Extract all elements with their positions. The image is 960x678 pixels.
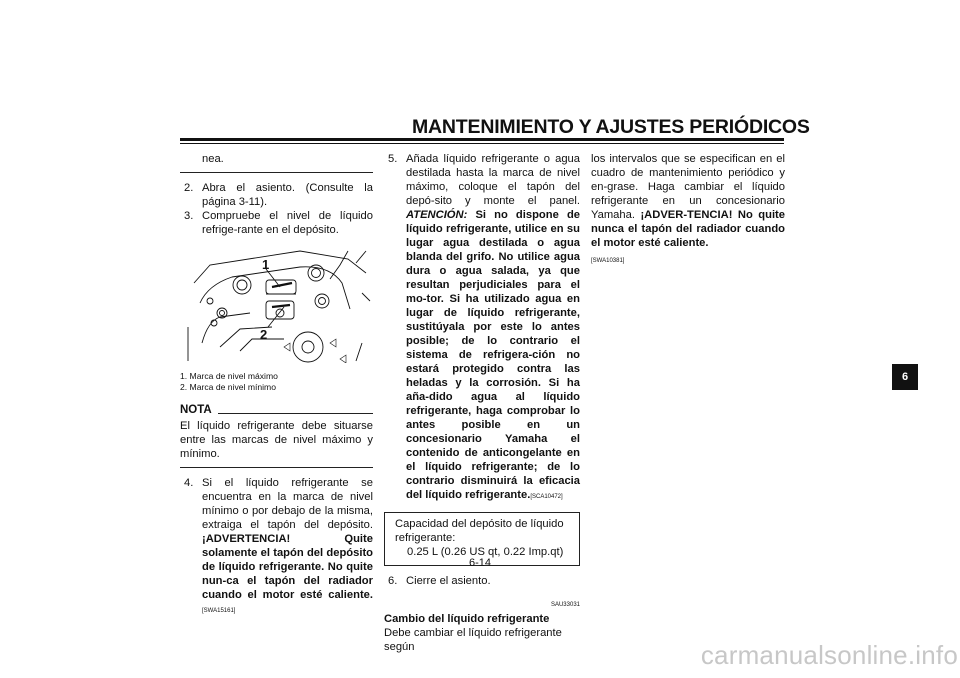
step-4-text: Si el líquido refrigerante se encuentra en la marca de nivel mínimo o por debajo de la misma, extraiga el tapón del depósito. [202,477,373,531]
step-number: 3. [184,210,194,222]
header-rule [180,138,784,141]
continued-text: nea. [202,153,224,165]
column-middle [384,152,580,654]
warning-text: ¡ADVERTENCIA! Quite solamente el tapón del depósito de líquido refrigerante. No quite nun-ca el tapón del radiador cuando el motor esté caliente. [202,533,373,601]
nota-end-rule [180,467,373,468]
callout-2: 2 [260,327,268,342]
attention-code: [SCA10472] [530,494,563,500]
caption-item: 1. Marca de nivel máximo [180,371,278,381]
paragraph-text: los intervalos que se especifican en el cuadro de mantenimiento periódico y en-grase. Haga cambiar el líquido refrigerante en un concesionario Yamaha. [591,153,785,221]
nota-header [180,403,373,417]
column-left [180,152,373,618]
step-6 [384,574,580,588]
capacity-value: 0.25 L (0.26 US qt, 0.22 Imp.qt) [407,546,564,558]
attention-text: Si no dispone de líquido refrigerante, utilice en su lugar agua destilada o agua blanda del grifo. No utilice agua dura o agua salada, ya que resultan perjudiciales para el mo-tor. Si ha utilizado agua en lugar de líquido refrigerante, sustitúyala por este lo antes posible; de lo contrario el sistema de refrigera-ción no estará protegido contra las heladas y la corrosión. Si ha aña-dido agua al líquido refrigerante, haga comprobar lo antes posible en un concesionario Yamaha el contenido de anticongelante en el líquido refrigerante; de lo contrario disminuirá la eficacia del líquido refrigerante. [406,209,580,501]
page-number: 6-14 [468,557,492,569]
warning-code: [SWA15161] [202,608,236,614]
step-text [202,476,373,618]
caption-item: 2. Marca de nivel mínimo [180,382,276,392]
page-title: MANTENIMIENTO Y AJUSTES PERIÓDICOS [412,116,810,138]
step-2 [180,181,373,209]
callout-1: 1 [262,257,270,272]
step-text [406,152,580,504]
step-5-text: Añada líquido refrigerante o agua destilada hasta la marca de nivel máximo, coloque el tapón del depó-sito y monte el panel. [406,153,580,207]
header-rule-thin [180,143,784,144]
nota-rule [218,413,373,414]
step-text: Cierre el asiento. [406,575,491,587]
section-text: Debe cambiar el líquido refrigerante según [384,627,562,653]
step-number: 6. [388,575,398,587]
section-heading: Cambio del líquido refrigerante [384,613,550,625]
step-number: 2. [184,182,194,194]
step-text: Abra el asiento. (Consulte la página 3-11). [202,182,373,208]
step-text: Compruebe el nivel de líquido refrige-rante en el depósito. [202,210,373,236]
capacity-label: Capacidad del depósito de líquido refrigerante: [395,518,564,544]
warning-code: [SWA10381] [591,258,625,264]
reference-code: SAU33031 [550,602,580,608]
nota-label: NOTA [180,404,212,416]
step-4 [180,476,373,618]
figure-captions [180,371,373,393]
warning-text: ¡ADVER-TENCIA! No quite nunca el tapón del radiador cuando el motor esté caliente. [591,209,785,249]
nota-text: El líquido refrigerante debe situarse entre las marcas de nivel máximo y mínimo. [180,420,373,460]
coolant-reservoir-figure [180,243,373,363]
column-right [591,152,785,268]
step-3 [180,209,373,237]
step-number: 4. [184,477,194,489]
paragraph [591,152,785,250]
step-5 [384,152,580,504]
chapter-tab: 6 [892,364,918,390]
step-number: 5. [388,153,398,165]
step-divider [180,172,373,173]
attention-label: ATENCIÓN: [406,209,468,221]
watermark: carmanualsonline.info [700,640,958,670]
